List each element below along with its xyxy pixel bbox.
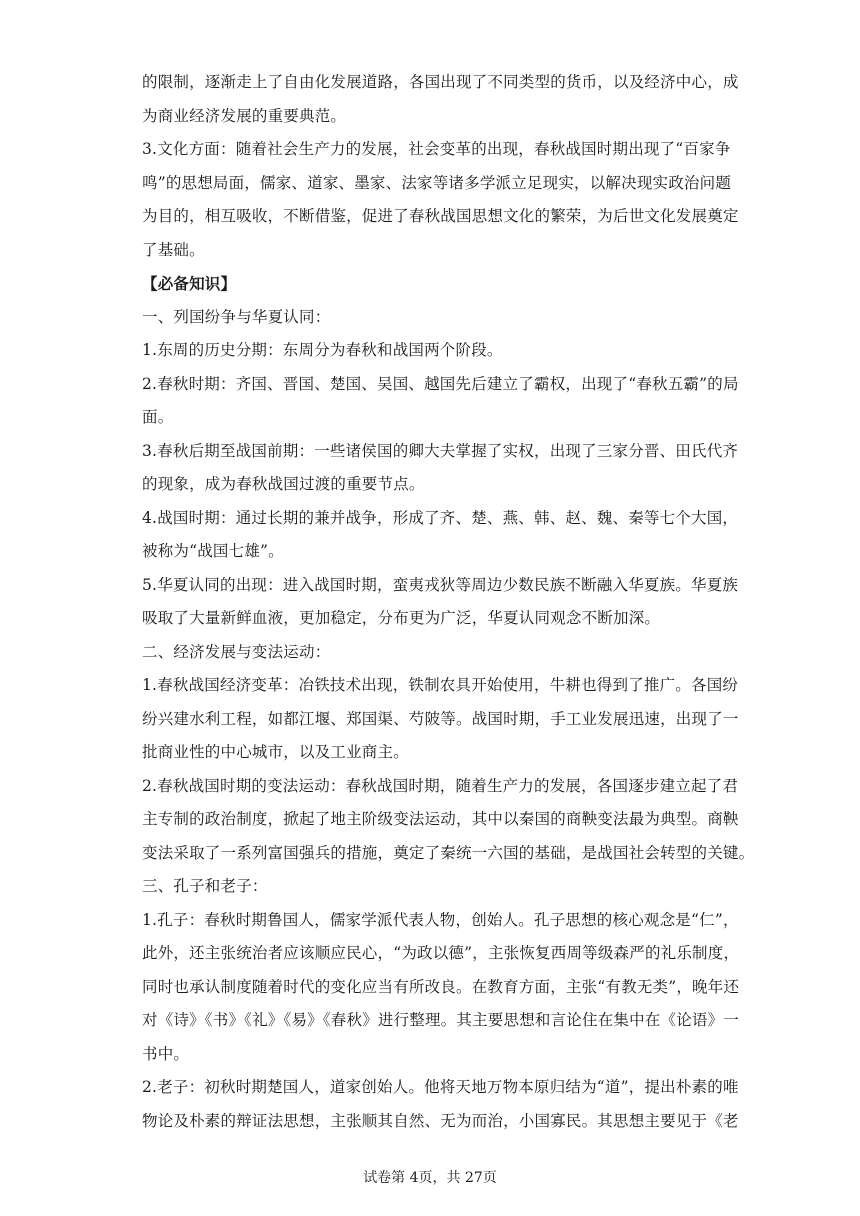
text-line: 的现象，成为春秋战国过渡的重要节点。 bbox=[142, 475, 425, 493]
text-line: 3.文化方面：随着社会生产力的发展，社会变革的出现，春秋战国时期出现了“百家争 bbox=[142, 140, 731, 158]
text-line: 此外，还主张统治者应该顺应民心，“为政以德”，主张恢复西周等级森严的礼乐制度， bbox=[142, 944, 740, 962]
text-line: 5.华夏认同的出现：进入战国时期，蛮夷戎狄等周边少数民族不断融入华夏族。华夏族 bbox=[142, 575, 739, 594]
text-line: 鸣”的思想局面，儒家、道家、墨家、法家等诸多学派立足现实，以解决现实政治问题 bbox=[142, 173, 732, 192]
text-line: 1.孔子：春秋时期鲁国人，儒家学派代表人物，创始人。孔子思想的核心观念是“仁”， bbox=[142, 910, 739, 929]
section-heading: 【必备知识】 bbox=[142, 274, 237, 293]
text-line: 吸取了大量新鲜血液，更加稳定，分布更为广泛，华夏认同观念不断加深。 bbox=[142, 609, 661, 627]
text-line: 二、经济发展与变法运动： bbox=[142, 642, 331, 661]
text-line: 纷兴建水利工程，如都江堰、郑国渠、芍陂等。战国时期，手工业发展迅速，出现了一 bbox=[142, 709, 739, 728]
text-line: 为商业经济发展的重要典范。 bbox=[142, 106, 347, 125]
text-line: 同时也承认制度随着时代的变化应当有所改良。在教育方面，主张“有教无类”，晚年还 bbox=[142, 977, 740, 996]
text-line: 3.春秋后期至战国前期：一些诸侯国的卿大夫掌握了实权，出现了三家分晋、田氏代齐 bbox=[142, 441, 739, 460]
text-line: 物论及朴素的辩证法思想，主张顺其自然、无为而治，小国寡民。其思想主要见于《老 bbox=[142, 1111, 739, 1130]
document-body bbox=[142, 66, 755, 1138]
text-line: 三、孔子和老子： bbox=[142, 877, 268, 895]
text-line: 对《诗》《书》《礼》《易》《春秋》进行整理。其主要思想和言论住在集中在《论语》一 bbox=[142, 1011, 740, 1029]
text-line: 变法采取了一系列富国强兵的措施，奠定了秦统一六国的基础，是战国社会转型的关键。 bbox=[142, 843, 755, 862]
text-line: 4.战国时期：通过长期的兼并战争，形成了齐、楚、燕、韩、赵、魏、秦等七个大国， bbox=[142, 508, 739, 527]
text-line: 一、列国纷争与华夏认同： bbox=[142, 307, 331, 326]
text-line: 的限制，逐渐走上了自由化发展道路，各国出现了不同类型的货币，以及经济中心，成 bbox=[142, 73, 739, 91]
text-line: 书中。 bbox=[142, 1044, 190, 1063]
page-footer: 试卷第 4页，共 27页 bbox=[363, 1170, 497, 1186]
text-line: 被称为“战国七雄”。 bbox=[142, 542, 284, 560]
text-line: 2.老子：初秋时期楚国人，道家创始人。他将天地万物本原归结为“道”，提出朴素的唯 bbox=[142, 1078, 739, 1096]
text-line: 面。 bbox=[142, 408, 174, 426]
text-line: 2.春秋战国时期的变法运动：春秋战国时期，随着生产力的发展，各国逐步建立起了君 bbox=[142, 776, 739, 795]
text-line: 批商业性的中心城市，以及工业商主。 bbox=[142, 743, 409, 761]
text-line: 1.春秋战国经济变革：冶铁技术出现，铁制农具开始使用，牛耕也得到了推广。各国纷 bbox=[142, 676, 739, 694]
text-line: 为目的，相互吸收，不断借鉴，促进了春秋战国思想文化的繁荣，为后世文化发展奠定 bbox=[142, 207, 739, 225]
text-line: 了基础。 bbox=[142, 240, 205, 259]
text-line: 主专制的政治制度，掀起了地主阶级变法运动，其中以秦国的商鞅变法最为典型。商鞅 bbox=[142, 810, 739, 828]
text-line: 1.东周的历史分期：东周分为春秋和战国两个阶段。 bbox=[142, 341, 503, 359]
text-line: 2.春秋时期：齐国、晋国、楚国、吴国、越国先后建立了霸权，出现了“春秋五霸”的局 bbox=[142, 374, 739, 393]
